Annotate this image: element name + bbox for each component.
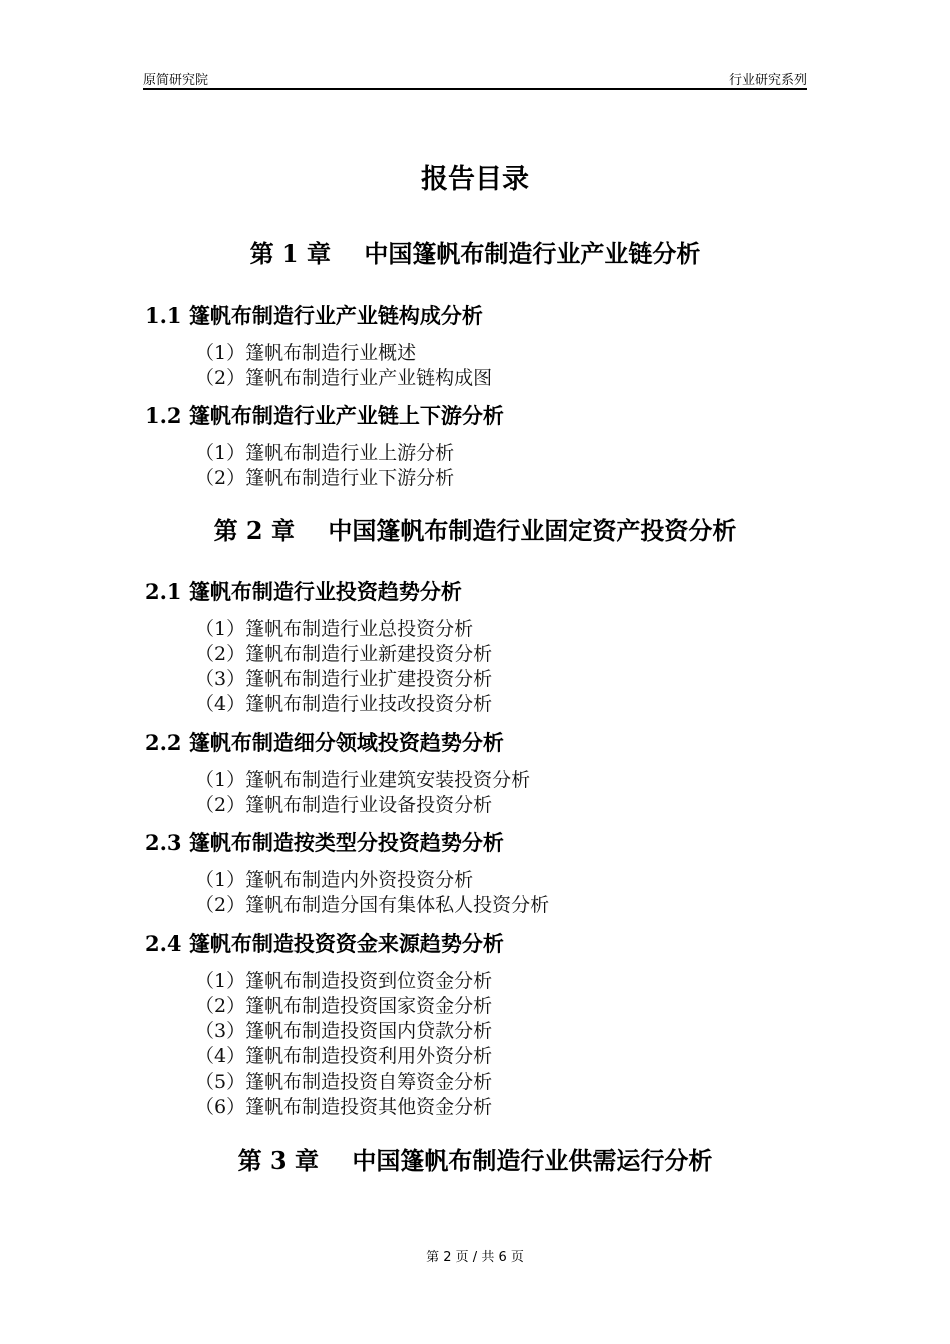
toc-item: （1）篷帆布制造行业建筑安装投资分析	[195, 769, 531, 791]
toc-item: （3）篷帆布制造投资国内贷款分析	[195, 1020, 493, 1042]
toc-item: （6）篷帆布制造投资其他资金分析	[195, 1096, 493, 1118]
toc-item: （2）篷帆布制造分国有集体私人投资分析	[195, 894, 550, 916]
toc-item: （2）篷帆布制造行业新建投资分析	[195, 643, 493, 665]
toc-chapter-2: 第 2 章 中国篷帆布制造行业固定资产投资分析	[213, 516, 737, 545]
page-number: 第 2 页 / 共 6 页	[426, 1250, 524, 1265]
toc-section-1-2: 1.2 篷帆布制造行业产业链上下游分析	[145, 403, 504, 428]
header-org: 原简研究院	[143, 73, 209, 88]
toc-section-2-3: 2.3 篷帆布制造按类型分投资趋势分析	[145, 830, 504, 855]
toc-section-1-1: 1.1 篷帆布制造行业产业链构成分析	[145, 303, 483, 328]
toc-item: （1）篷帆布制造行业上游分析	[195, 442, 455, 464]
toc-item: （2）篷帆布制造投资国家资金分析	[195, 995, 493, 1017]
toc-chapter-1: 第 1 章 中国篷帆布制造行业产业链分析	[249, 239, 701, 268]
toc-item: （2）篷帆布制造行业产业链构成图	[195, 367, 493, 389]
toc-item: （1）篷帆布制造行业总投资分析	[195, 618, 474, 640]
toc-item: （1）篷帆布制造内外资投资分析	[195, 869, 474, 891]
toc-item: （1）篷帆布制造投资到位资金分析	[195, 970, 493, 992]
toc-item: （3）篷帆布制造行业扩建投资分析	[195, 668, 493, 690]
toc-chapter-3: 第 3 章 中国篷帆布制造行业供需运行分析	[237, 1146, 713, 1175]
header-series: 行业研究系列	[728, 73, 807, 88]
toc-item: （1）篷帆布制造行业概述	[195, 342, 417, 364]
toc-section-2-2: 2.2 篷帆布制造细分领域投资趋势分析	[145, 730, 504, 755]
toc-item: （4）篷帆布制造行业技改投资分析	[195, 693, 493, 715]
toc-item: （2）篷帆布制造行业下游分析	[195, 467, 455, 489]
page-title: 报告目录	[421, 164, 529, 195]
page-header	[143, 68, 807, 90]
toc-section-2-4: 2.4 篷帆布制造投资资金来源趋势分析	[145, 931, 504, 956]
toc-item: （2）篷帆布制造行业设备投资分析	[195, 794, 493, 816]
toc-item: （4）篷帆布制造投资利用外资分析	[195, 1045, 493, 1067]
toc-item: （5）篷帆布制造投资自筹资金分析	[195, 1071, 493, 1093]
toc-section-2-1: 2.1 篷帆布制造行业投资趋势分析	[145, 579, 462, 604]
